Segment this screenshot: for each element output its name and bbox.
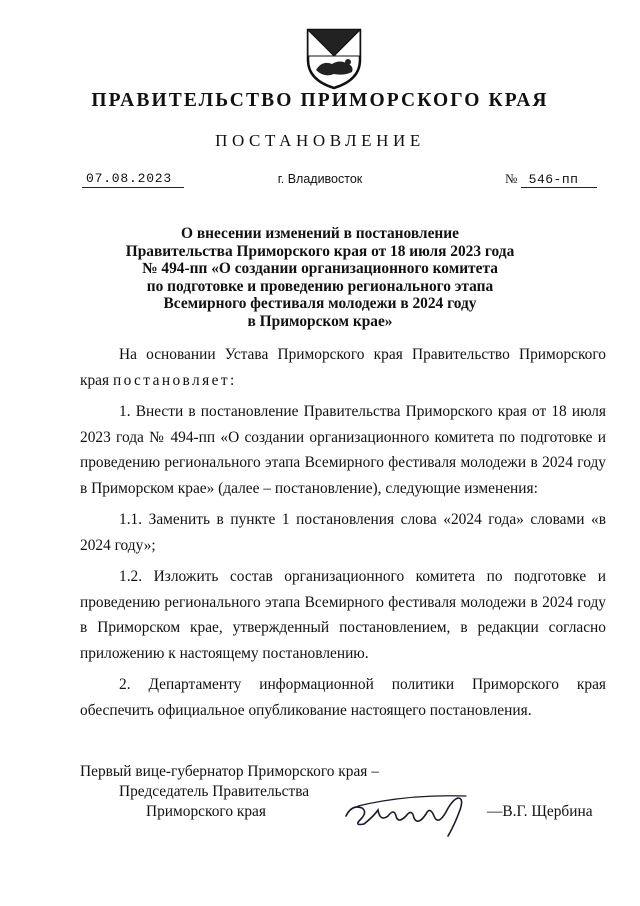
- title-line: О внесении изменений в постановление: [181, 225, 459, 242]
- title-line: в Приморском крае»: [247, 312, 393, 330]
- item-1-1: 1.1. Заменить в пункте 1 постановления слова «2024 года» словами «в 2024 году»;: [80, 511, 606, 554]
- decree-date: 07.08.2023: [82, 171, 184, 188]
- title-line: Правительства Приморского края от 18 июля 2023 года: [125, 242, 515, 260]
- coat-of-arms-icon: [304, 26, 364, 90]
- item-2: 2. Департаменту информационной политики Приморского края обеспечить официальное опубликование настоящего постановления.: [80, 676, 606, 719]
- intro-spaced-word: постановляет:: [112, 371, 237, 389]
- signatory-position-line3: Приморского края: [146, 803, 266, 820]
- document-title: [60, 225, 580, 331]
- title-line: № 494-пп «О создании организационного комитета: [142, 260, 498, 278]
- title-line: по подготовке и проведению регионального этапа: [146, 277, 494, 295]
- decree-number-block: [505, 171, 597, 188]
- title-line: Всемирного фестиваля молодежи в 2024 году: [163, 295, 477, 313]
- decree-number: 546-пп: [521, 172, 597, 188]
- number-sign: №: [505, 171, 518, 186]
- decree-city: г. Владивосток: [277, 172, 363, 186]
- item-1: 1. Внести в постановление Правительства Приморского края от 18 июля 2023 года № 494-пп «О создании организационного комитета по подготовке и проведению регионального этапа Всемирного фестиваля молодежи в 2024 году в Приморском крае» (далее – постановление), следующие изменения:: [80, 403, 606, 497]
- intro-text: На основании Устава Приморского края Правительство Приморского края: [80, 346, 606, 389]
- decree-type: ПОСТАНОВЛЕНИЕ: [215, 131, 425, 150]
- item-1-2: 1.2. Изложить состав организационного комитета по подготовке и проведению регионального этапа Всемирного фестиваля молодежи в 2024 году в Приморском крае, утвержденный постановлением, в редакции согласно приложению к настоящему постановлению.: [80, 568, 606, 662]
- signatory-name: В.Г. Щербина: [502, 803, 593, 820]
- intro-paragraph: [80, 342, 606, 393]
- document-body: [80, 342, 606, 729]
- signatory-position-line2: Председатель Правительства: [119, 783, 310, 800]
- signatory-name-block: [487, 803, 593, 821]
- handwritten-signature: [338, 786, 488, 842]
- signatory-position-line1: Первый вице-губернатор Приморского края –: [80, 763, 379, 780]
- government-title: ПРАВИТЕЛЬСТВО ПРИМОРСКОГО КРАЯ: [91, 90, 549, 111]
- signature-dash: —: [487, 803, 503, 820]
